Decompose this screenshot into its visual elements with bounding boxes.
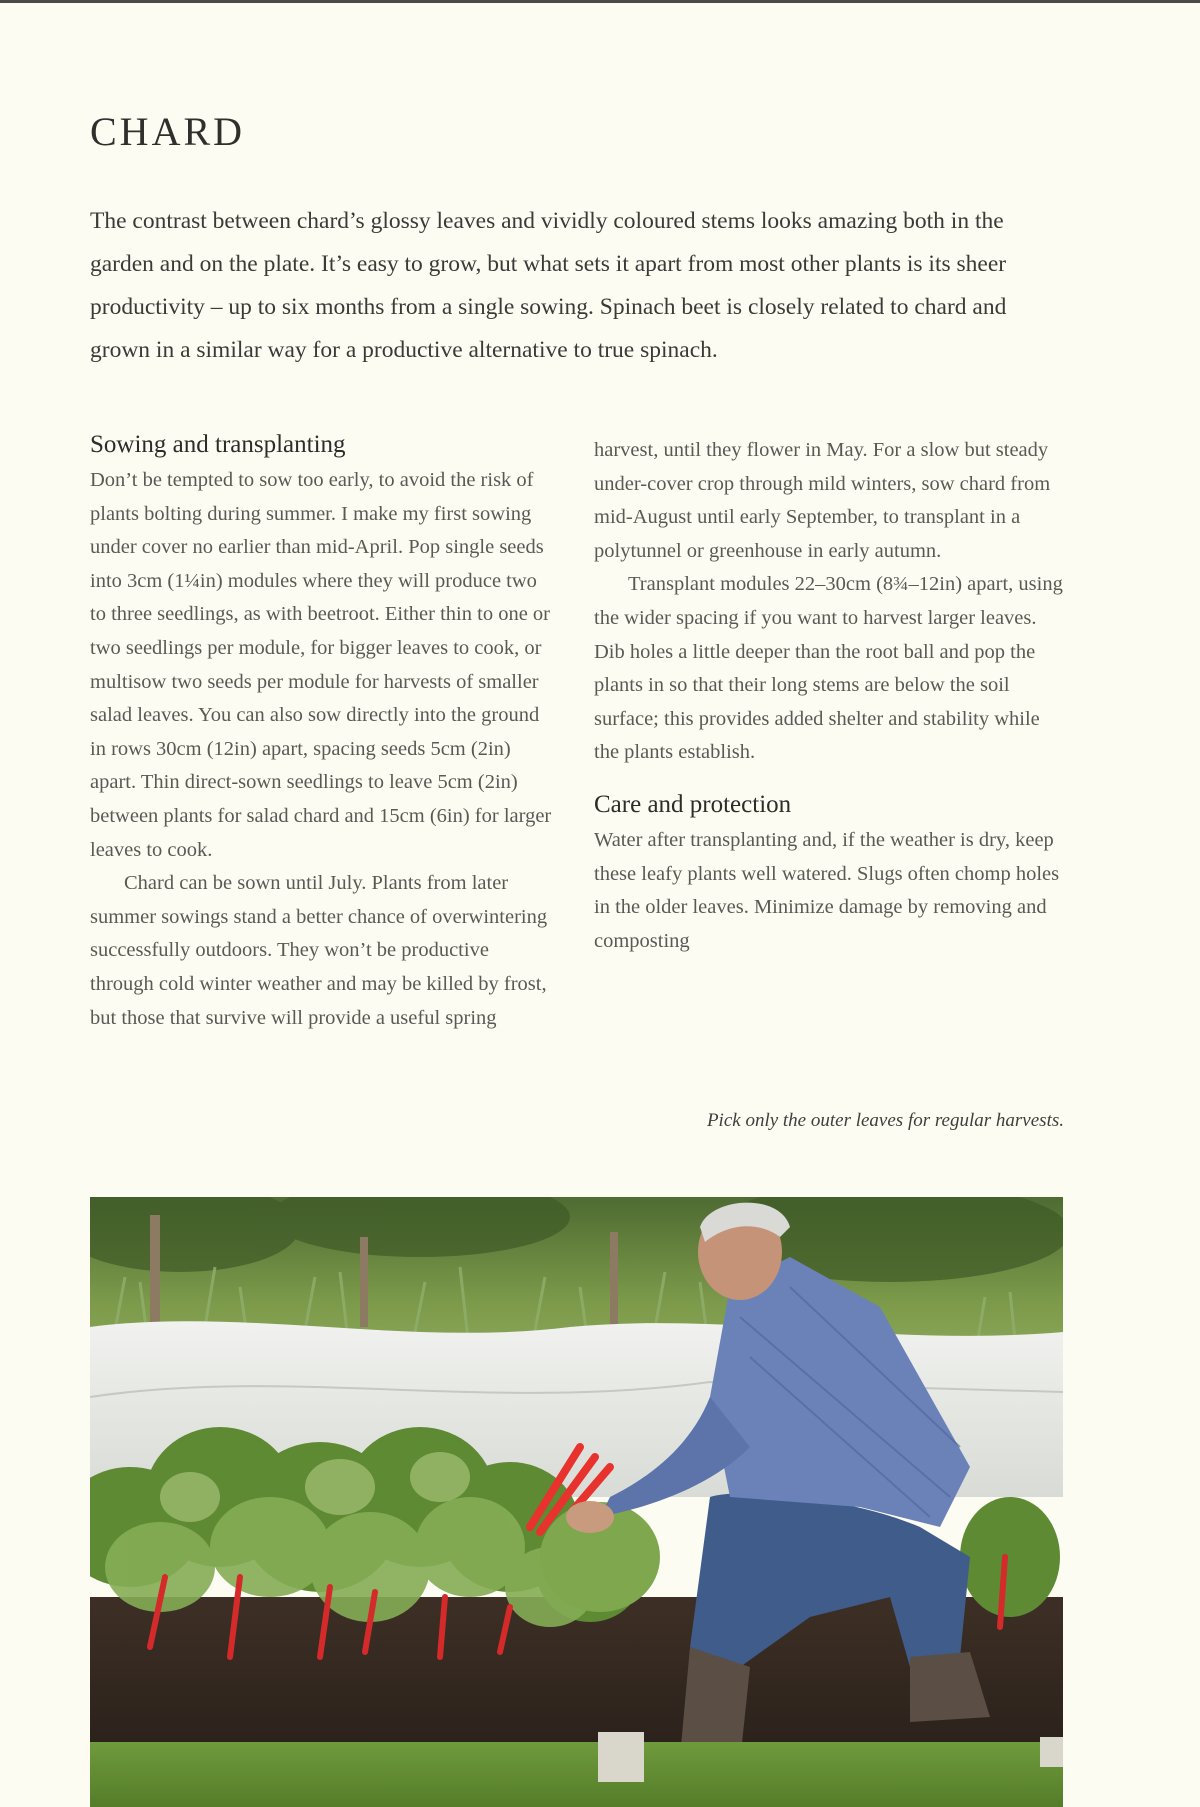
sowing-paragraph-1: Don’t be tempted to sow too early, to avoid the risk of plants bolting during summer. I make my first sowing under cover no earlier than mid-April. Pop single seeds into 3cm (1¼in) modules where they will produce two to three seedlings, as with beetroot. Either thin to one or two seedlings per module, for bigger leaves to cook, or multisow two seeds per module for harvests of smaller salad leaves. You can also sow directly into the ground in rows 30cm (12in) apart, spacing seeds 5cm (2in) apart. Thin direct-sown seedlings to leave 5cm (2in) between plants for salad chard and 15cm (6in) for larger leaves to cook. xyxy=(90,469,552,861)
right-column xyxy=(594,434,1064,958)
photo-caption: Pick only the outer leaves for regular harvests. xyxy=(706,1110,1064,1131)
left-column xyxy=(90,428,552,1035)
page-title: CHARD xyxy=(90,109,246,154)
stone-marker xyxy=(598,1732,644,1782)
sowing-paragraph-3: harvest, until they flower in May. For a slow but steady under-cover crop through mild winters, sow chard from mid-August until early September, to transplant in a polytunnel or greenhouse in early autumn. xyxy=(594,439,1051,562)
garden-photo-illustration xyxy=(90,1197,1063,1807)
care-paragraph: Water after transplanting and, if the weather is dry, keep these leafy plants well watered. Slugs often chomp holes in the older leaves. Minimize damage by removing and composting xyxy=(594,828,1060,952)
intro-paragraph: The contrast between chard’s glossy leaves and vividly coloured stems looks amazing both in the garden and on the plate. It’s easy to grow, but what sets it apart from most other plants is its sheer productivity – up to six months from a single sowing. Spinach beet is closely related to chard and grown in a similar way for a productive alternative to true spinach. xyxy=(90,208,1007,363)
top-rule xyxy=(0,0,1200,3)
care-heading: Care and protection xyxy=(594,790,792,818)
grass-edge xyxy=(90,1742,1063,1807)
transplant-paragraph: Transplant modules 22–30cm (8¾–12in) apart, using the wider spacing if you want to harvest larger leaves. Dib holes a little deeper than the root ball and pop the plants in so that their long stems are below the soil surface; this provides added shelter and stability while the plants establish. xyxy=(594,573,1063,764)
sowing-heading: Sowing and transplanting xyxy=(90,431,346,458)
garden-photo xyxy=(90,1197,1063,1807)
sowing-paragraph-2: Chard can be sown until July. Plants from later summer sowings stand a better chance of overwintering successfully outdoors. They won’t be productive through cold winter weather and may be killed by frost, but those that survive will provide a useful spring xyxy=(90,872,548,1029)
